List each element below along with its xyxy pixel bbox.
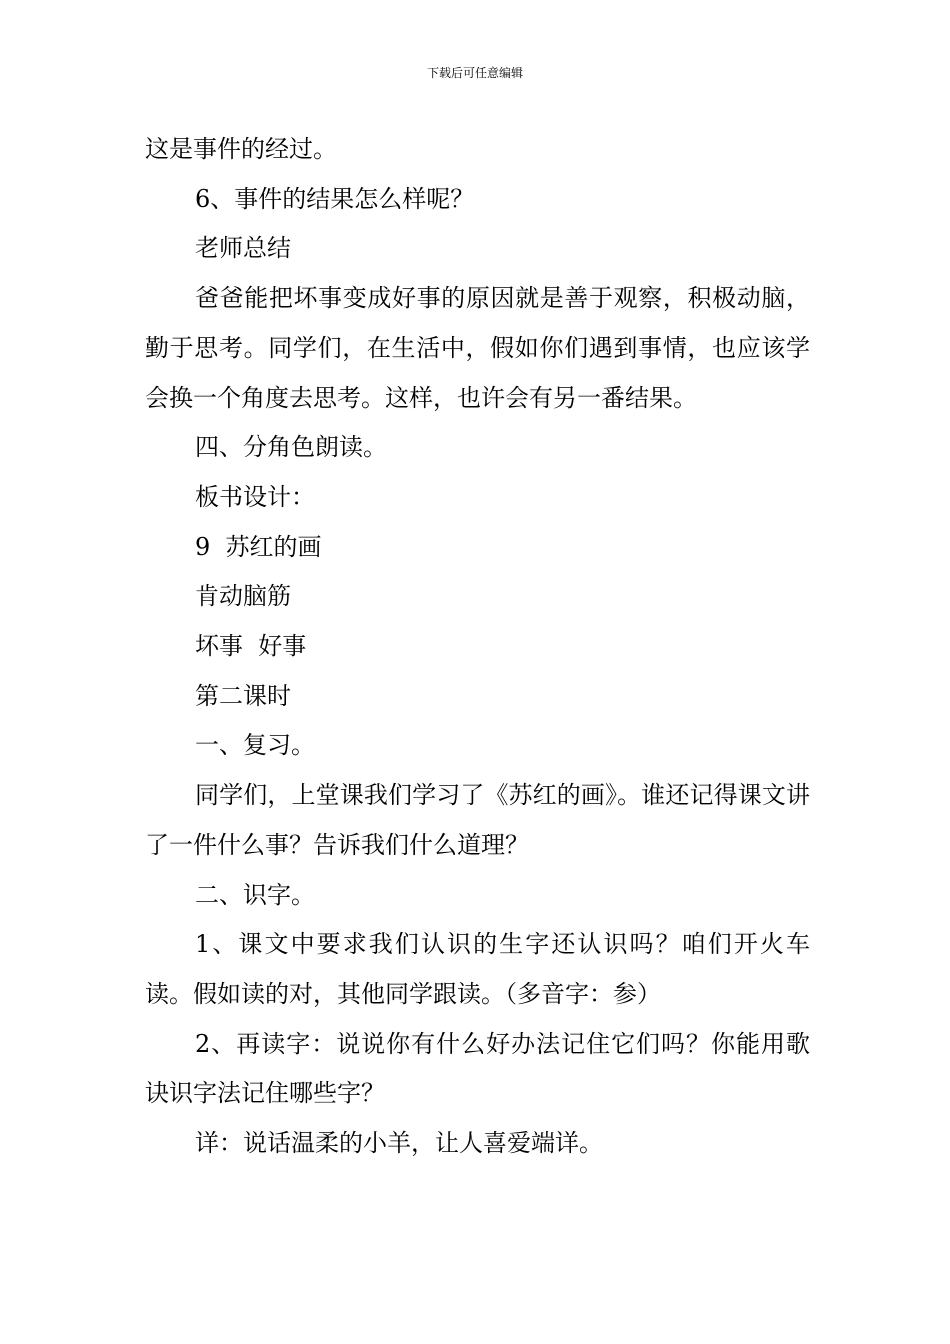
paragraph-teacher-summary-heading: 老师总结 <box>195 234 291 263</box>
paragraph-review-heading: 一、复习。 <box>195 731 315 760</box>
page-header: 下载后可任意编辑 <box>426 66 523 80</box>
paragraph-second-lesson: 第二课时 <box>195 681 291 710</box>
paragraph-event-process: 这是事件的经过。 <box>145 135 337 163</box>
paragraph-teacher-summary: 爸爸能把坏事变成好事的原因就是善于观察，积极动脑，勤于思考。同学们，在生活中，假如你们遇到事情，也应该学会换一个角度去思考。这样，也许会有另一番结果。 <box>145 284 810 412</box>
paragraph-literacy-1: 1、课文中要求我们认识的生字还认识吗？咱们开火车读。假如读的对，其他同学跟读。（多音字：参） <box>145 930 810 1008</box>
paragraph-question-6: 6、事件的结果怎么样呢？ <box>195 184 475 213</box>
paragraph-role-reading: 四、分角色朗读。 <box>195 433 387 462</box>
document-body <box>145 125 810 1169</box>
paragraph-board-line-1: 肯动脑筋 <box>195 582 291 611</box>
paragraph-board-title: 9 苏红的画 <box>195 532 322 561</box>
paragraph-rhyme-example: 详：说话温柔的小羊，让人喜爱端详。 <box>195 1129 603 1158</box>
paragraph-literacy-2: 2、再读字：说说你有什么好办法记住它们吗？你能用歌诀识字法记住哪些字？ <box>145 1029 810 1108</box>
paragraph-review: 同学们，上堂课我们学习了《苏红的画》。谁还记得课文讲了一件什么事？告诉我们什么道理？ <box>145 781 810 859</box>
paragraph-board-design-heading: 板书设计： <box>195 482 315 511</box>
paragraph-board-line-2: 坏事 好事 <box>195 632 307 661</box>
paragraph-literacy-heading: 二、识字。 <box>195 880 315 909</box>
